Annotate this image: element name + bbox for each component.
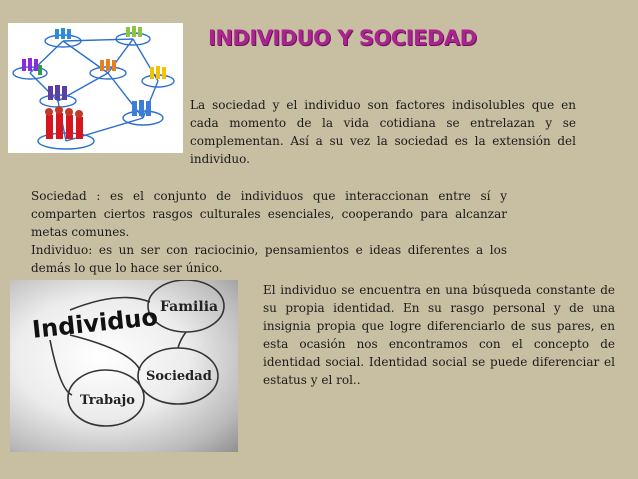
- diagram-node-sociedad: Sociedad: [146, 369, 212, 384]
- intro-paragraph: La sociedad y el individuo son factores indisolubles que en cada momento de la vida cotidiana se entrelazan y se complementan. Así a su vez la sociedad es la extensión del individuo.: [190, 98, 576, 166]
- people-network-image: [8, 23, 183, 153]
- diagram-node-trabajo: Trabajo: [80, 393, 135, 408]
- definition-sociedad: Sociedad : es el conjunto de individuos que interaccionan entre sí y comparten ciertos rasgos culturales esenciales, cooperando para alcanzar metas comunes.: [31, 189, 507, 239]
- definition-individuo: Individuo: es un ser con raciocinio, pensamientos e ideas diferentes a los demás lo que lo hace ser único.: [31, 243, 507, 275]
- definitions-paragraph: [31, 187, 507, 277]
- diagram-node-familia: Familia: [160, 299, 219, 315]
- individuo-diagram: [10, 280, 238, 452]
- diagram-center-label: Individuo: [30, 302, 160, 344]
- individuo-diagram-image: [10, 280, 238, 452]
- slide-title: INDIVIDUO Y SOCIEDAD: [208, 26, 477, 50]
- people-network-illustration: [8, 23, 183, 153]
- identity-paragraph: El individuo se encuentra en una búsqueda constante de su propia identidad. En su rasgo personal y de una insignia propia que logre diferenciarlo de sus pares, en esta ocasión nos encontramos con el concepto de identidad social. Identidad social se puede diferenciar el estatus y el rol..: [263, 283, 615, 387]
